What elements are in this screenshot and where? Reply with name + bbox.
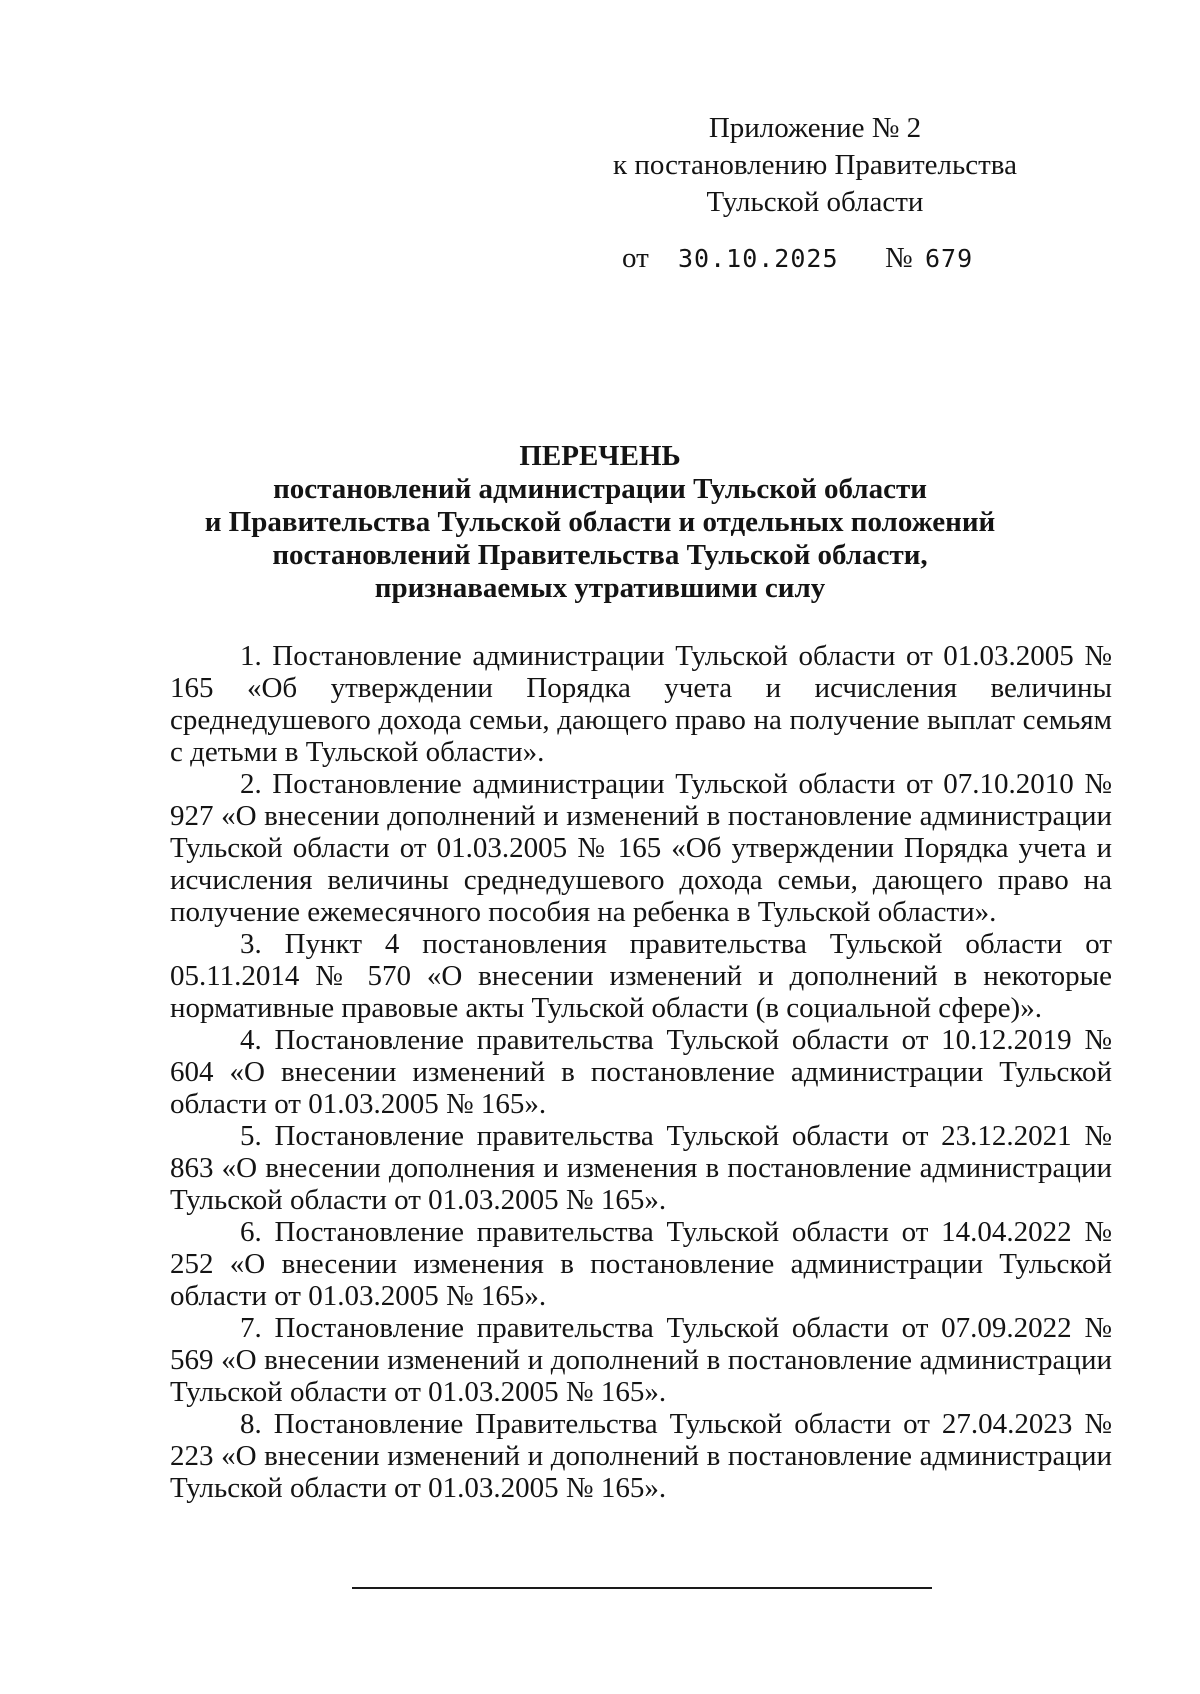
resolution-number: 679 xyxy=(925,244,974,273)
resolution-list xyxy=(170,640,1112,1504)
list-item: 4. Постановление правительства Тульской области от 10.12.2019 № 604 «О внесении изменений в постановление администрации Тульской области от 01.03.2005 № 165». xyxy=(170,1024,1112,1120)
appendix-reference: к постановлению Правительства xyxy=(613,149,1017,181)
title-line-4: признаваемых утратившими силу xyxy=(374,572,826,604)
resolution-date-line xyxy=(622,242,1002,282)
appendix-header xyxy=(600,110,1030,221)
title-line-2: и Правительства Тульской области и отдельных положений xyxy=(204,506,996,538)
list-item: 1. Постановление администрации Тульской области от 01.03.2005 № 165 «Об утверждении Порядка учета и исчисления величины среднедушевого дохода семьи, дающего право на получение выплат семьям с детьми в Тульской области». xyxy=(170,640,1112,768)
title-line-1: постановлений администрации Тульской области xyxy=(273,473,927,505)
list-item: 8. Постановление Правительства Тульской области от 27.04.2023 № 223 «О внесении изменений и дополнений в постановление администрации Тульской области от 01.03.2005 № 165». xyxy=(170,1408,1112,1504)
resolution-date: 30.10.2025 xyxy=(678,244,839,273)
title-heading: ПЕРЕЧЕНЬ xyxy=(519,440,681,472)
list-item: 7. Постановление правительства Тульской области от 07.09.2022 № 569 «О внесении изменений и дополнений в постановление администрации Тульской области от 01.03.2005 № 165». xyxy=(170,1312,1112,1408)
date-prefix: от xyxy=(622,242,649,274)
list-item: 3. Пункт 4 постановления правительства Тульской области от 05.11.2014 № 570 «О внесении изменений и дополнений в некоторые нормативные правовые акты Тульской области (в социальной сфере)». xyxy=(170,928,1112,1024)
appendix-number: Приложение № 2 xyxy=(708,112,922,144)
number-sign: № xyxy=(885,242,913,274)
title-line-3: постановлений Правительства Тульской области, xyxy=(272,539,928,571)
appendix-region: Тульской области xyxy=(706,186,924,218)
list-item: 6. Постановление правительства Тульской области от 14.04.2022 № 252 «О внесении изменения в постановление администрации Тульской области от 01.03.2005 № 165». xyxy=(170,1216,1112,1312)
closing-divider xyxy=(352,1587,932,1589)
document-title xyxy=(150,440,1050,605)
list-item: 2. Постановление администрации Тульской области от 07.10.2010 № 927 «О внесении дополнений и изменений в постановление администрации Тульской области от 01.03.2005 № 165 «Об утверждении Порядка учета и исчисления величины среднедушевого дохода семьи, дающего право на получение ежемесячного пособия на ребенка в Тульской области». xyxy=(170,768,1112,928)
list-item: 5. Постановление правительства Тульской области от 23.12.2021 № 863 «О внесении дополнения и изменения в постановление администрации Тульской области от 01.03.2005 № 165». xyxy=(170,1120,1112,1216)
